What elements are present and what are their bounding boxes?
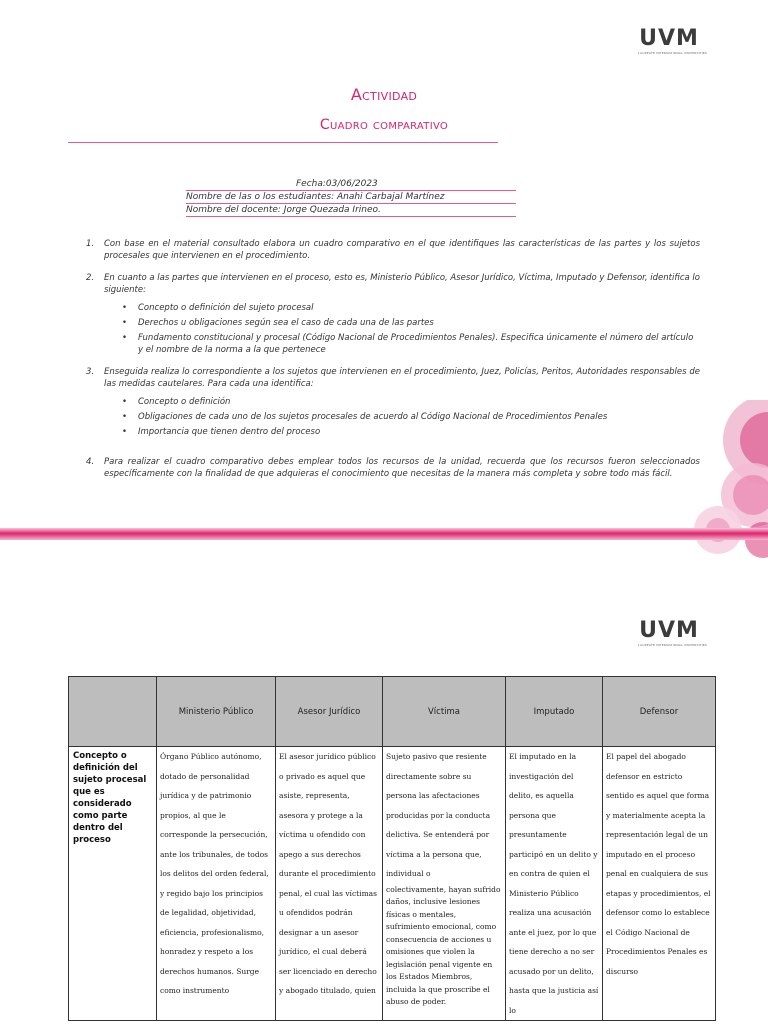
item-text: Con base en el material consultado elabora un cuadro comparativo en el que identifiques las características de las partes y los sujetos procesales que intervienen en el procedimiento. — [104, 239, 700, 261]
uvm-logo — [638, 618, 708, 647]
victima-text-part-1: Sujeto pasivo que resiente directamente sobre su persona las afectaciones producidas por la conducta delictiva. Se entenderá por víctima a la persona que, individual o — [386, 752, 491, 878]
bullet-item: • Importancia que tienen dentro del proceso — [122, 426, 700, 438]
meta-block — [186, 178, 516, 217]
instruction-item — [86, 366, 700, 438]
title-divider — [68, 142, 498, 143]
item-number: 3. — [86, 367, 95, 377]
table-row — [69, 747, 716, 1021]
instruction-item — [86, 456, 700, 480]
bullet-item: • Obligaciones de cada uno de los sujetos procesales de acuerdo al Código Nacional de Procedimientos Penales — [122, 411, 700, 423]
page-gap — [0, 560, 768, 585]
victima-text-part-2: colectivamente, hayan sufrido daños, inclusive lesiones físicas o mentales, sufrimiento emocional, como consecuencia de acciones u omisiones que violen la legislación penal vigente en los Estados Miembros, incluida la que proscribe el abuso de poder. — [386, 884, 501, 1006]
instruction-item — [86, 238, 700, 262]
teacher-field: Nombre del docente: Jorge Quezada Irineo. — [186, 204, 516, 217]
row-header-concepto: Concepto o definición del sujeto procesal que es considerado como parte dentro del proceso — [69, 747, 157, 1021]
uvm-logo — [638, 26, 708, 55]
instructions-list — [86, 238, 700, 490]
cell-defensor: El papel del abogado defensor en estricto sentido es aquel que forma y materialmente acepta la representación legal de un imputado en el proceso penal en cualquiera de sus etapas y procedimientos, el defensor como lo establece el Código Nacional de Procedimientos Penales es discurso — [603, 747, 716, 1021]
instruction-item — [86, 272, 700, 356]
bullet-item: • Concepto o definición — [122, 396, 700, 408]
column-header-empty — [69, 677, 157, 747]
cell-imputado: El imputado en la investigación del delito, es aquella persona que presuntamente participó en un delito y en contra de quien el Ministerio Público realiza una acusación ante el juez, por lo que tiene derecho a no ser acusado por un delito, hasta que la justicia así lo — [506, 747, 603, 1021]
page-subtitle: Cuadro comparativo — [319, 117, 449, 133]
item-number: 1. — [86, 239, 95, 249]
cell-asesor-juridico: El asesor jurídico público o privado es aquel que asiste, representa, asesora y protege a la víctima u ofendido con apego a sus derechos durante el procedimiento penal, el cual las víctimas u ofendidos podrán designar a un asesor jurídico, el cual deberá ser licenciado en derecho y abogado titulado, quien — [276, 747, 383, 1021]
bullet-item: • Derechos u obligaciones según sea el caso de cada una de las partes — [122, 317, 700, 329]
column-header-ministerio-publico: Ministerio Público — [157, 677, 276, 747]
logo-subtitle: LAUREATE INTERNATIONAL UNIVERSITIES — [638, 643, 708, 647]
item-text: Enseguida realiza lo correspondiente a los sujetos que intervienen en el procedimiento, Juez, Policías, Peritos, Autoridades responsables de las medidas cautelares. Para cada una identifica: — [104, 367, 700, 389]
column-header-victima: Víctima — [383, 677, 506, 747]
bullet-item: • Fundamento constitucional y procesal (Código Nacional de Procedimientos Penales). Especifica únicamente el número del artículo y el nombre de la norma a la que pertenece — [122, 332, 700, 356]
column-header-defensor: Defensor — [603, 677, 716, 747]
students-field: Nombre de las o los estudiantes: Anahi Carbajal Martínez — [186, 191, 516, 204]
bullet-list — [104, 396, 700, 438]
pink-band — [0, 528, 768, 540]
item-text: Para realizar el cuadro comparativo debes emplear todos los recursos de la unidad, recuerda que los recursos fueron seleccionados específicamente con la finalidad de que adquieras el conocimiento que necesitas de la manera más completa y sobre todo más fácil. — [104, 457, 700, 479]
comparison-table-page — [0, 585, 768, 1024]
cell-victima — [383, 747, 506, 1021]
page-title: Actividad — [350, 85, 418, 104]
bullet-item: • Concepto o definición del sujeto procesal — [122, 302, 700, 314]
item-text: En cuanto a las partes que intervienen en el proceso, esto es, Ministerio Público, Asesor Jurídico, Víctima, Imputado y Defensor, identifica lo siguiente: — [104, 273, 700, 295]
logo-mark: UVM — [639, 618, 699, 643]
item-number: 2. — [86, 273, 95, 283]
date-field: Fecha:03/06/2023 — [186, 178, 516, 191]
logo-mark: UVM — [639, 26, 699, 51]
cell-ministerio-publico: Órgano Público autónomo, dotado de personalidad jurídica y de patrimonio propios, al que le corresponde la persecución, ante los tribunales, de todos los delitos del orden federal, y regido bajo los principios de legalidad, objetividad, eficiencia, profesionalismo, honradez y respeto a los derechos humanos. Surge como instrumento — [157, 747, 276, 1021]
item-number: 4. — [86, 457, 95, 467]
table-header-row — [69, 677, 716, 747]
logo-subtitle: LAUREATE INTERNATIONAL UNIVERSITIES — [638, 51, 708, 55]
bullet-list — [104, 302, 700, 356]
column-header-asesor-juridico: Asesor Jurídico — [276, 677, 383, 747]
comparison-table — [68, 676, 716, 1021]
column-header-imputado: Imputado — [506, 677, 603, 747]
